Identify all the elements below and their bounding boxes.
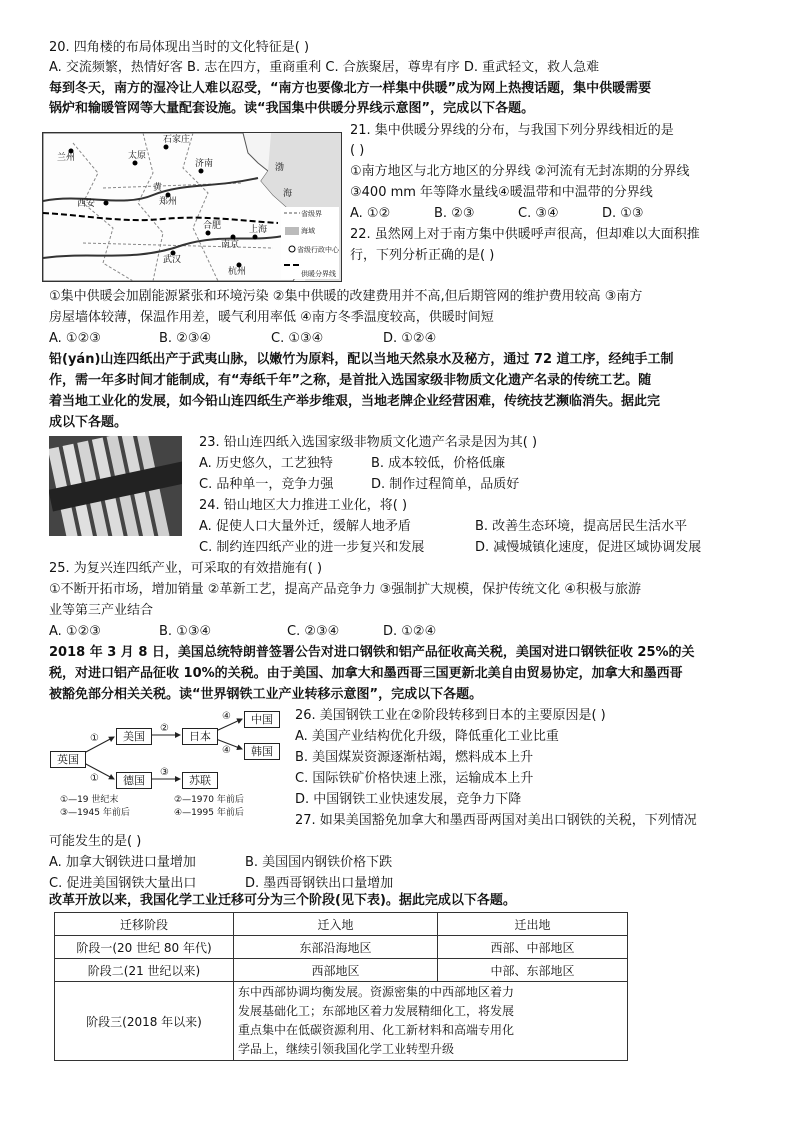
q25-options: [49, 622, 436, 642]
q25-option-d: D. ①②④: [383, 624, 437, 639]
q27-stem-1: 27. 如果美国豁免加拿大和墨西哥两国对美出口钢铁的关税，下列情况: [295, 813, 697, 828]
map-label-hai: 海: [283, 189, 293, 199]
q27-option-b: B. 美国国内钢铁价格下跌: [245, 855, 393, 870]
q21-option-a: A. ①②: [350, 206, 391, 221]
q23-options-cd: [199, 475, 519, 495]
flow-node-usa: 美国: [116, 728, 152, 745]
q23-option-b: B. 成本较低，价格低廉: [371, 456, 506, 471]
q24-options-ab: [199, 517, 687, 537]
q24-option-d: D. 减慢城镇化速度，促进区域协调发展: [475, 540, 702, 555]
flow-node-ussr: 苏联: [182, 772, 218, 789]
map-legend-province-border: 省级界: [301, 210, 322, 218]
intro-steel-line1: 2018 年 3 月 8 日，美国总统特朗普签署公告对进口钢铁和铝产品征收高关税，美国对进口钢铁征收 25%的关: [49, 645, 695, 660]
q22-option-b: B. ②③④: [159, 331, 212, 346]
table-header-stage: 迁移阶段: [55, 913, 234, 936]
map-city-wuhan: 武汉: [163, 255, 182, 265]
table-cell-destination: 西部地区: [234, 959, 438, 982]
q21-options: [350, 204, 644, 224]
flow-mark-1-usa: ①: [90, 733, 99, 744]
q24-option-b: B. 改善生态环境，提高居民生活水平: [475, 519, 688, 534]
q27-stem-2: 可能发生的是( ): [49, 834, 142, 849]
flow-legend-2: ②—1970 年前后: [174, 795, 244, 805]
table-header-destination: 迁入地: [234, 913, 438, 936]
map-city-shanghai: 上海: [249, 225, 268, 235]
q23-option-d: D. 制作过程简单，品质好: [371, 477, 520, 492]
flow-node-uk: 英国: [50, 751, 86, 768]
intro-paper-line2: 作，需一年多时间才能制成，有“寿纸千年”之称，是首批入选国家级非物质文化遗产名录的传统工艺。随: [49, 373, 652, 388]
heating-boundary-map: [42, 132, 342, 282]
intro-paper-line4: 成以下各题。: [49, 415, 128, 430]
table-cell-stage: 阶段三(2018 年以来): [55, 982, 234, 1061]
q26-stem: 26. 美国钢铁工业在②阶段转移到日本的主要原因是( ): [295, 708, 606, 723]
table-desc-line: 发展基础化工；东部地区着力发展精细化工，将发展: [238, 1004, 515, 1018]
map-city-lanzhou: 兰州: [57, 153, 76, 163]
table-cell-stage: 阶段二(21 世纪以来): [55, 959, 234, 982]
map-city-taiyuan: 太原: [128, 151, 147, 161]
q20-stem: 20. 四角楼的布局体现出当时的文化特征是( ): [49, 40, 310, 55]
table-row: [55, 959, 628, 982]
map-legend-sea: 海域: [301, 227, 315, 235]
q24-stem: 24. 铅山地区大力推进工业化，将( ): [199, 498, 408, 513]
q22-option-d: D. ①②④: [383, 331, 437, 346]
intro-heating-line1: 每到冬天，南方的湿冷让人难以忍受，“南方也要像北方一样集中供暖”成为网上热搜话题，集中供暖需要: [49, 81, 652, 96]
q25-statements-1: ①不断开拓市场，增加销量 ②革新工艺，提高产品竞争力 ③强制扩大规模，保护传统文化 ④积极与旅游: [49, 582, 642, 597]
flow-mark-3-ussr: ③: [160, 767, 169, 778]
q21-stem: 21. 集中供暖分界线的分布，与我国下列分界线相近的是: [350, 123, 674, 138]
map-city-nanjing: 南京: [221, 240, 240, 250]
table-row: [55, 982, 628, 1061]
table-row: [55, 936, 628, 959]
q22-statements-2: 房屋墙体较薄，保温作用差，暖气利用率低 ④南方冬季温度较高，供暖时间短: [49, 310, 494, 325]
q27-option-d: D. 墨西哥钢铁出口量增加: [245, 876, 394, 891]
q24-option-c: C. 制约连四纸产业的进一步复兴和发展: [199, 540, 425, 555]
table-header-origin: 迁出地: [438, 913, 628, 936]
q21-statements-2: ③400 mm 年等降水量线④暖温带和中温带的分界线: [350, 185, 653, 200]
intro-paper-line1: 铅(yán)山连四纸出产于武夷山脉，以嫩竹为原料，配以当地天然泉水及秘方，通过 72 道工序，经纯手工制: [49, 352, 674, 367]
table-cell-destination: 东部沿海地区: [234, 936, 438, 959]
q21-statements-1: ①南方地区与北方地区的分界线 ②河流有无封冻期的分界线: [350, 164, 690, 179]
q21-paren: ( ): [350, 143, 365, 158]
q22-options: [49, 329, 436, 349]
table-cell-stage: 阶段一(20 世纪 80 年代): [55, 936, 234, 959]
lianxi-paper-photo: [49, 436, 182, 536]
paper-rolls-image: [49, 436, 182, 536]
chemical-migration-table: [54, 912, 628, 1061]
table-cell-origin: 西部、中部地区: [438, 936, 628, 959]
q25-option-c: C. ②③④: [287, 624, 340, 639]
q25-option-b: B. ①③④: [159, 624, 212, 639]
intro-steel-line3: 被豁免部分相关关税。读“世界钢铁工业产业转移示意图”，完成以下各题。: [49, 687, 483, 702]
map-legend-capital: 省级行政中心: [297, 246, 339, 254]
q22-option-c: C. ①③④: [271, 331, 324, 346]
intro-chemical: 改革开放以来，我国化学工业迁移可分为三个阶段(见下表)。据此完成以下各题。: [49, 893, 516, 908]
flow-mark-4-korea: ④: [222, 745, 231, 756]
steel-transfer-diagram: [46, 707, 284, 823]
q25-stem: 25. 为复兴连四纸产业，可采取的有效措施有( ): [49, 561, 323, 576]
map-label-bo: 渤: [275, 163, 285, 173]
map-city-xian: 西安: [77, 199, 96, 209]
q22-stem-2: 行，下列分析正确的是( ): [350, 248, 495, 263]
table-header-row: [55, 913, 628, 936]
q26-option-d: D. 中国钢铁工业快速发展，竞争力下降: [295, 792, 522, 807]
flow-legend-3: ③—1945 年前后: [60, 808, 130, 818]
map-legend-heating-line: 供暖分界线: [301, 270, 336, 278]
q25-statements-2: 业等第三产业结合: [49, 603, 154, 618]
intro-heating-line2: 锅炉和输暖管网等大量配套设施。读“我国集中供暖分界线示意图”，完成以下各题。: [49, 101, 535, 116]
q25-option-a: A. ①②③: [49, 624, 101, 639]
intro-steel-line2: 税，对进口铝产品征收 10%的关税。由于美国、加拿大和墨西哥三国更新北美自由贸易协定，加拿大和墨西哥: [49, 666, 683, 681]
q24-options-cd: [199, 538, 701, 558]
q23-option-a: A. 历史悠久，工艺独特: [199, 456, 333, 471]
q27-option-c: C. 促进美国钢铁大量出口: [49, 876, 197, 891]
flow-node-china: 中国: [244, 711, 280, 728]
flow-node-korea: 韩国: [244, 743, 280, 760]
flow-mark-2-japan: ②: [160, 723, 169, 734]
flow-legend-4: ④—1995 年前后: [174, 808, 244, 818]
q27-options-ab: [49, 853, 392, 873]
q21-option-b: B. ②③: [434, 206, 475, 221]
q27-option-a: A. 加拿大钢铁进口量增加: [49, 855, 196, 870]
q26-option-c: C. 国际铁矿价格快速上涨，运输成本上升: [295, 771, 534, 786]
intro-paper-line3: 着当地工业化的发展，如今铅山连四纸生产举步维艰，当地老牌企业经营困难，传统技艺濒临消失。据此完: [49, 394, 661, 409]
q26-option-b: B. 美国煤炭资源逐渐枯竭，燃料成本上升: [295, 750, 534, 765]
q21-option-c: C. ③④: [518, 206, 559, 221]
map-label-huang: 黄: [153, 183, 163, 193]
map-city-hangzhou: 杭州: [228, 267, 247, 277]
table-desc-line: 学品上，继续引领我国化学工业转型升级: [238, 1042, 455, 1056]
map-city-hefei: 合肥: [203, 221, 222, 231]
q23-option-c: C. 品种单一，竞争力强: [199, 477, 334, 492]
q21-option-d: D. ①③: [602, 206, 644, 221]
table-desc-line: 东中西部协调均衡发展。资源密集的中西部地区着力: [238, 985, 515, 999]
flow-mark-4-china: ④: [222, 711, 231, 722]
q24-option-a: A. 促使人口大量外迁，缓解人地矛盾: [199, 519, 411, 534]
q26-option-a: A. 美国产业结构优化升级，降低重化工业比重: [295, 729, 559, 744]
q22-stem-1: 22. 虽然网上对于南方集中供暖呼声很高，但却难以大面积推: [350, 227, 700, 242]
table-cell-origin: 中部、东部地区: [438, 959, 628, 982]
flow-mark-1-germany: ①: [90, 773, 99, 784]
flow-node-germany: 德国: [116, 772, 152, 789]
table-desc-line: 重点集中在低碳资源利用、化工新材料和高端专用化: [238, 1023, 515, 1037]
q22-statements-1: ①集中供暖会加剧能源紧张和环境污染 ②集中供暖的改建费用并不高,但后期管网的维护费用较高 ③南方: [49, 289, 643, 304]
map-city-jinan: 济南: [195, 159, 214, 169]
table-cell-description: [234, 982, 628, 1061]
q23-options-ab: [199, 454, 505, 474]
q22-option-a: A. ①②③: [49, 331, 101, 346]
map-city-zhengzhou: 郑州: [159, 197, 178, 207]
q20-options: A. 交流频繁，热情好客 B. 志在四方，重商重利 C. 合族聚居，尊卑有序 D. 重武轻文，救人急难: [49, 60, 600, 75]
flow-node-japan: 日本: [182, 728, 218, 745]
flow-legend-1: ①—19 世纪末: [60, 795, 119, 805]
map-city-shijiazhuang: 石家庄: [163, 135, 191, 145]
q23-stem: 23. 铅山连四纸入选国家级非物质文化遗产名录是因为其( ): [199, 435, 538, 450]
